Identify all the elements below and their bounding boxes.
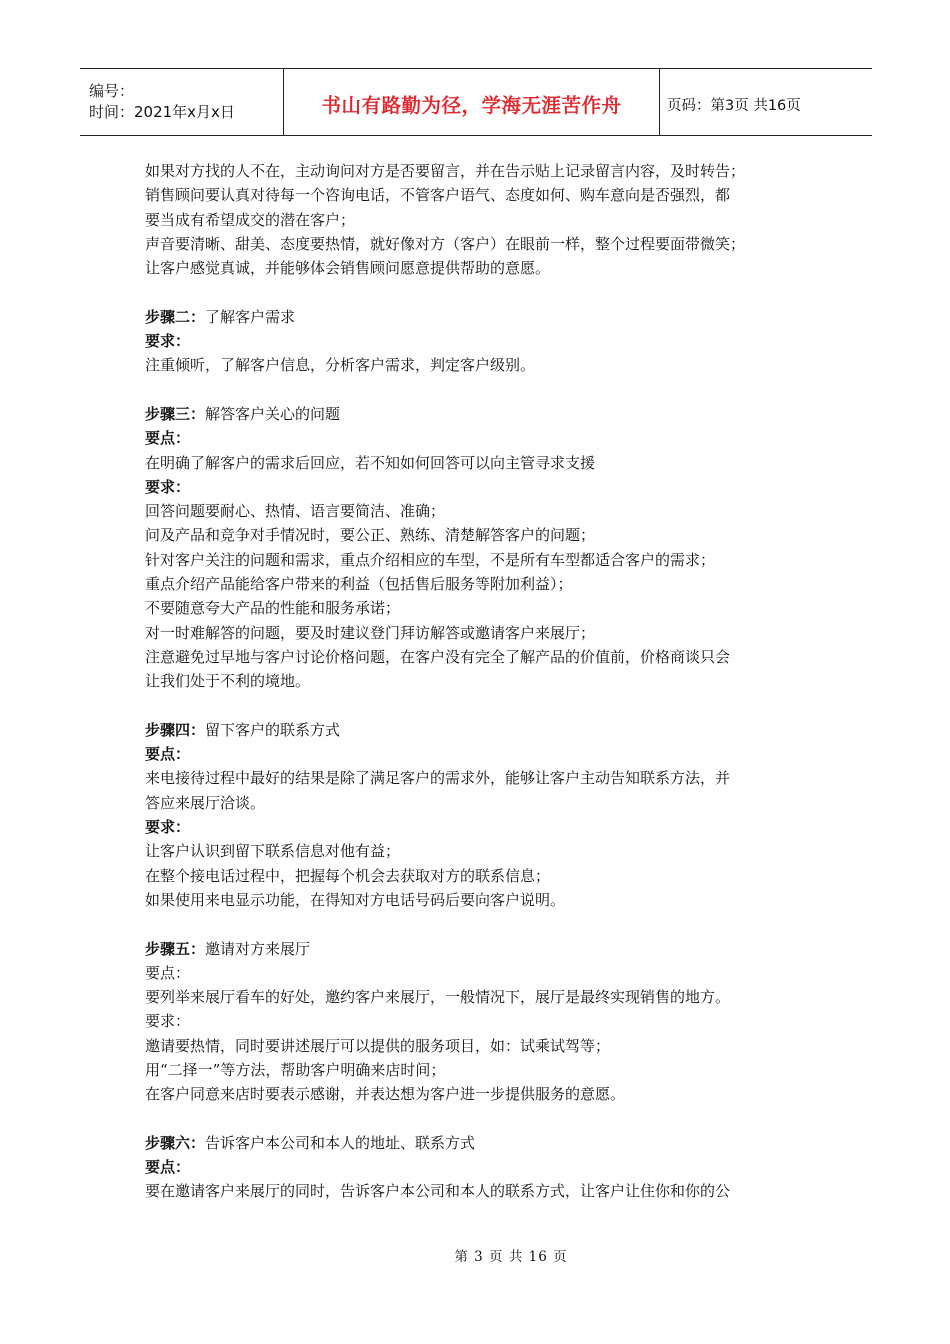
step-title: 邀请对方来展厅 — [205, 939, 311, 958]
step-label: 步骤三： — [145, 404, 206, 423]
body-line: 要列举来展厅看车的好处，邀约客户来展厅，一般情况下，展厅是最终实现销售的地方。 — [145, 988, 731, 1007]
paragraph-gap — [145, 1107, 817, 1131]
page-footer: 第 3 页 共 16 页 — [454, 1249, 568, 1265]
key-point-label: 要点： — [145, 429, 191, 448]
step-label: 步骤四： — [145, 720, 206, 739]
header-page-cell — [660, 69, 873, 136]
paragraph-gap — [145, 694, 817, 718]
body-line: 在整个接电话过程中，把握每个机会去获取对方的联系信息； — [145, 866, 551, 885]
header-motto-cell — [284, 69, 660, 136]
step-heading-2 — [145, 305, 817, 329]
document-body — [145, 159, 817, 1204]
body-line: 在明确了解客户的需求后回应，若不知如何回答可以向主管寻求支援 — [145, 453, 596, 472]
body-line: 针对客户关注的问题和需求，重点介绍相应的车型，不是所有车型都适合客户的需求； — [145, 550, 716, 569]
step-heading-6 — [145, 1131, 817, 1155]
key-point-label: 要点： — [145, 1158, 191, 1177]
step-heading-5 — [145, 937, 817, 961]
step-label: 步骤六： — [145, 1133, 206, 1152]
paragraph-gap — [145, 378, 817, 402]
body-line: 让我们处于不利的境地。 — [145, 672, 311, 691]
body-line: 注重倾听，了解客户信息，分析客户需求，判定客户级别。 — [145, 356, 536, 375]
body-line: 如果对方找的人不在，主动询问对方是否要留言，并在告示贴上记录留言内容，及时转告； — [145, 162, 746, 180]
requirement-label: 要求： — [145, 1012, 191, 1031]
requirement-label: 要求： — [145, 332, 191, 351]
body-line: 注意避免过早地与客户讨论价格问题，在客户没有完全了解产品的价值前，价格商谈只会 — [145, 647, 731, 666]
document-date: 时间：2021年x月x日 — [89, 103, 235, 121]
body-line: 重点介绍产品能给客户带来的利益（包括售后服务等附加利益）； — [145, 575, 573, 594]
body-line: 对一时难解答的问题，要及时建议登门拜访解答或邀请客户来展厅； — [145, 623, 596, 642]
body-line: 销售顾问要认真对待每一个咨询电话，不管客户语气、态度如何、购车意向是否强烈，都 — [145, 186, 731, 205]
step-heading-3 — [145, 402, 817, 426]
body-line: 让客户认识到留下联系信息对他有益； — [145, 842, 401, 861]
header-page-code: 页码：第3页 共16页 — [667, 97, 801, 114]
step-title: 解答客户关心的问题 — [205, 404, 341, 423]
step-label: 步骤二： — [145, 307, 206, 326]
paragraph-gap — [145, 280, 817, 304]
header-meta-cell — [80, 69, 284, 136]
key-point-label: 要点： — [145, 963, 191, 982]
body-line: 不要随意夸大产品的性能和服务承诺； — [145, 599, 401, 618]
body-line: 在客户同意来店时要表示感谢，并表达想为客户进一步提供服务的意愿。 — [145, 1085, 626, 1104]
body-line: 邀请要热情，同时要讲述展厅可以提供的服务项目，如：试乘试驾等； — [145, 1036, 611, 1055]
body-line: 答应来展厅洽谈。 — [145, 793, 266, 812]
requirement-label: 要求： — [145, 818, 191, 837]
step-title: 告诉客户本公司和本人的地址、联系方式 — [205, 1133, 476, 1152]
body-line: 如果使用来电显示功能，在得知对方电话号码后要向客户说明。 — [145, 890, 566, 909]
step-label: 步骤五： — [145, 939, 206, 958]
body-line: 来电接待过程中最好的结果是除了满足客户的需求外，能够让客户主动告知联系方法，并 — [145, 769, 731, 788]
body-line: 要当成有希望成交的潜在客户； — [145, 210, 356, 229]
paragraph-gap — [145, 912, 817, 936]
body-line: 问及产品和竞争对手情况时，要公正、熟练、清楚解答客户的问题； — [145, 526, 596, 545]
document-number-label: 编号： — [89, 82, 135, 100]
document-header — [80, 68, 872, 136]
step-heading-4 — [145, 718, 817, 742]
body-line: 让客户感觉真诚，并能够体会销售顾问愿意提供帮助的意愿。 — [145, 259, 551, 278]
requirement-label: 要求： — [145, 477, 191, 496]
key-point-label: 要点： — [145, 745, 191, 764]
body-line: 回答问题要耐心、热情、语言要简洁、准确； — [145, 502, 446, 521]
body-line: 要在邀请客户来展厅的同时，告诉客户本公司和本人的联系方式，让客户让住你和你的公 — [145, 1182, 731, 1201]
body-line: 用“二择一”等方法，帮助客户明确来店时间； — [145, 1060, 446, 1079]
body-line: 声音要清晰、甜美、态度要热情，就好像对方（客户）在眼前一样，整个过程要面带微笑； — [145, 234, 746, 253]
header-motto: 书山有路勤为径，学海无涯苦作舟 — [321, 94, 622, 117]
step-title: 留下客户的联系方式 — [205, 720, 341, 739]
step-title: 了解客户需求 — [205, 307, 296, 326]
